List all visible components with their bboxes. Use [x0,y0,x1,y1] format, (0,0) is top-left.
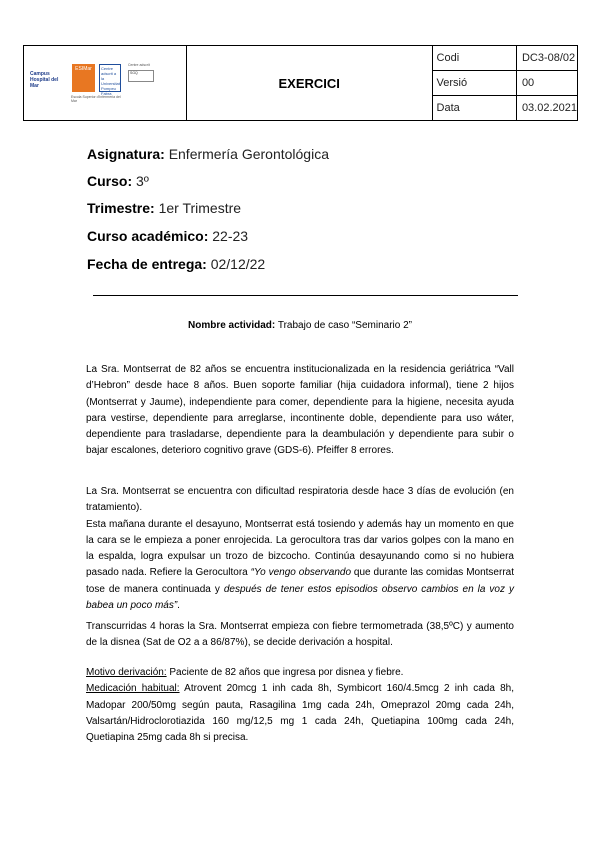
activity-value: Trabajo de caso “Seminario 2” [277,320,412,331]
logo-cell [24,46,187,121]
motivo-value: Paciente de 82 años que ingresa por disnea y fiebre. [166,667,404,678]
divider [93,295,518,296]
fecha-entrega-line [87,256,265,272]
certification-mark: SGQ [128,70,154,82]
fecha-entrega-label: Fecha de entrega: [87,256,207,272]
paragraph-text: La Sra. Montserrat de 82 años se encuentra institucionalizada en la residencia geriátrica “Vall d’Hebron” desde hace 8 años. Buen soporte familiar (hija cuidadora informal), tiene 2 hijos (Montserrat y Jaume), independiente para comer, dependiente para la higiene, necesita ayuda para vestirse, dependiente para arreglarse, incontinente doble, dependiente para uso wáter, dependiente para trasladarse, dependiente para la deambulación y dependiente para subir o bajar escalones, deterioro cognitivo grave (GDS-6). Pfeiffer 8 errores. [86,364,514,457]
activity-line [0,320,600,331]
asignatura-line [87,146,329,162]
motivo-label: Motivo derivación: [86,667,167,678]
curso-label: Curso: [87,173,133,189]
meta-key-data: Data [432,96,516,121]
case-paragraph-3 [86,619,514,652]
quote-italic: “Yo vengo observando [250,567,352,579]
trimestre-label: Trimestre: [87,200,155,216]
paragraph-text [86,517,514,615]
esimar-logo: ESIMar [72,64,95,92]
medicacion-label: Medicación habitual: [86,683,180,695]
hospital-logo: Campus Hospital del Mar [30,71,59,89]
trimestre-value: 1er Trimestre [158,200,242,216]
esimar-subtitle: Escola Superior d'Infermeria del Mar [71,95,121,103]
curso-academico-value: 22-23 [212,228,249,244]
trimestre-line [87,200,241,216]
activity-label: Nombre actividad: [188,320,276,331]
motivo-line [86,665,514,681]
meta-key-codi: Codi [432,46,516,71]
certification-logo [128,63,178,82]
curso-academico-line [87,228,248,244]
curso-academico-label: Curso académico: [87,228,209,244]
meta-value-data: 03.02.2021 [516,96,577,121]
upf-logo: Centre adscrit a la Universitat Pompeu Fabra [101,66,120,96]
asignatura-label: Asignatura: [87,146,165,162]
meta-key-versio: Versió [432,71,516,96]
text-run: que durante las comidas Montserrat tose de manera continuada y [86,567,514,595]
meta-value-versio: 00 [516,71,577,96]
meta-value-codi: DC3-08/02 [516,46,577,71]
medicacion-line [86,681,514,746]
curso-value: 3º [136,173,149,189]
fecha-entrega-value: 02/12/22 [210,256,266,272]
asignatura-value: Enfermería Gerontológica [168,146,329,162]
paragraph-text: La Sra. Montserrat se encuentra con dificultad respiratoria desde hace 3 días de evolución (en tratamiento). [86,486,514,514]
case-paragraph-1 [86,362,514,460]
medicacion-value: Atrovent 20mcg 1 inh cada 8h, Symbicort 160/4.5mcg 2 inh cada 8h, Madopar 200/50mg según pauta, Rasagilina 1mg cada 24h, Omeprazol 20mg cada 24h, Valsartán/Hidroclorotiazida 160 mg/12,5 mg 1 cada 24h, Quetiapina 100mg cada 24h, Quetiapina 25mg cada 8h si precisa. [86,683,514,744]
case-paragraph-2 [86,484,514,614]
certification-text: Centre adscrit [128,63,150,67]
text-run: Esta mañana durante el desayuno, Montserrat está tosiendo y además hay un momento en que la cara se le empieza a poner enrojecida. La gerocultora tras dar varios golpes con la mano en la espalda, logra expulsar un trozo de bizcocho. Continúa desayunando como si no hubiera pasado nada. Refiere la Gerocultora [86,518,514,579]
quote-italic: después de tener estos episodios observo cambios en la voz y babea un poco más” [86,583,514,612]
case-paragraph-4 [86,665,514,746]
document-title: EXERCICI [186,46,432,121]
curso-line [87,173,149,189]
text-run: . [177,600,180,612]
paragraph-text: Transcurridas 4 horas la Sra. Montserrat empieza con fiebre termometrada (38,5ºC) y aumento de la disnea (Sat de O2 a a 86/87%), se decide derivación a hospital. [86,621,514,649]
document-header [23,45,578,121]
